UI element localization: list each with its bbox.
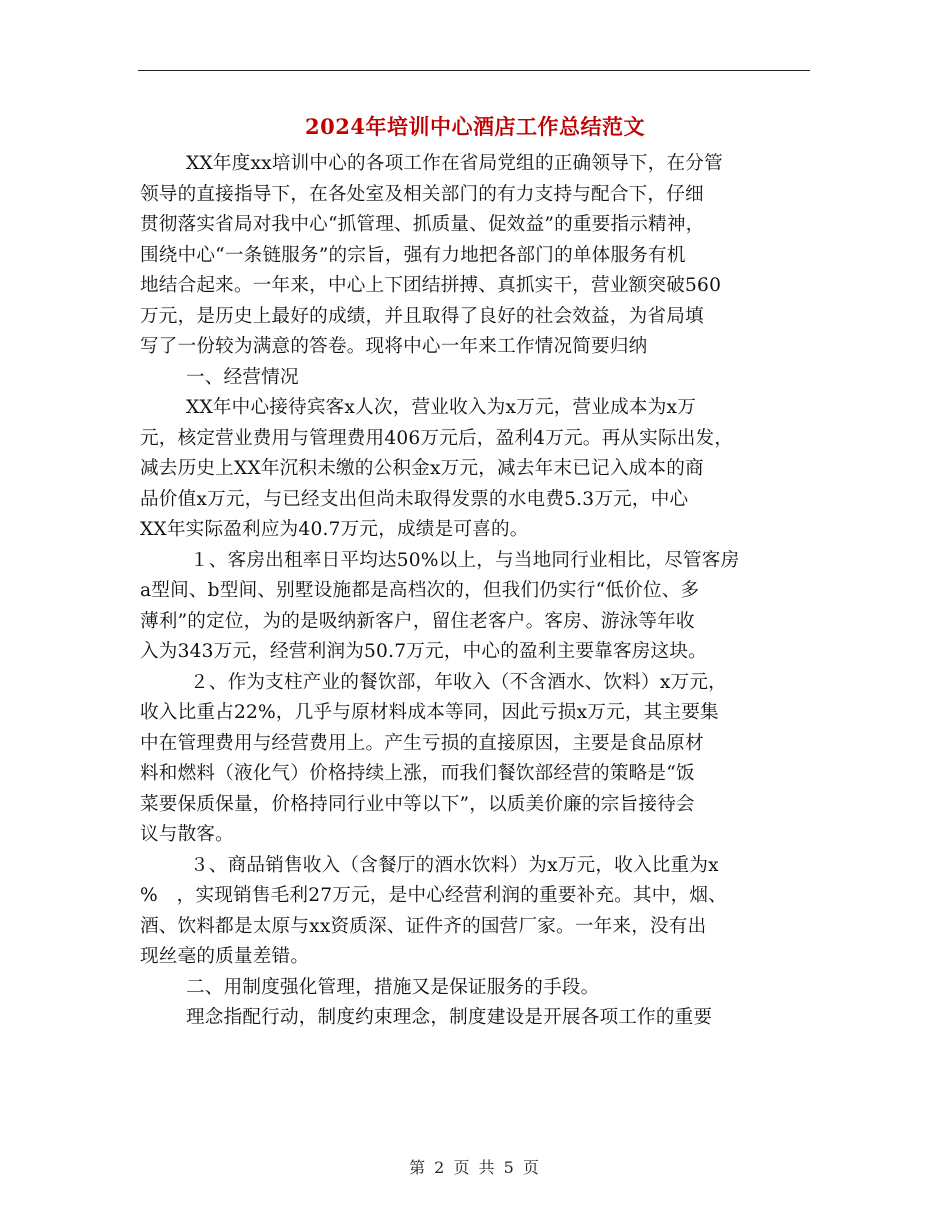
text-line: 薄利”的定位，为的是吸纳新客户，留住老客户。客房、游泳等年收 <box>140 610 695 632</box>
text-line: 理念指配行动，制度约束理念，制度建设是开展各项工作的重要 <box>186 1007 713 1028</box>
text-line: ３、商品销售收入（含餐厅的酒水饮料）为x万元，收入比重为x <box>190 854 719 876</box>
text-line: 围绕中心“一条链服务”的宗旨，强有力地把各部门的单体服务有机 <box>140 244 686 266</box>
text-line: 中在管理费用与经营费用上。产生亏损的直接原因，主要是食品原材 <box>140 732 704 754</box>
text-line: XX年实际盈利应为40.7万元，成绩是可喜的。 <box>140 519 529 540</box>
text-line: 元，核定营业费用与管理费用406万元后，盈利4万元。再从实际出发， <box>140 427 734 449</box>
text-line: % ，实现销售毛利27万元，是中心经营利润的重要补充。其中，烟、 <box>140 885 727 906</box>
text-line: 贯彻落实省局对我中心“抓管理、抓质量、促效益”的重要指示精神， <box>140 214 705 235</box>
document-title: 2024年培训中心酒店工作总结范文 <box>305 114 645 139</box>
text-line: 议与散客。 <box>140 824 234 845</box>
text-line: 品价值x万元，与已经支出但尚未取得发票的水电费5.3万元，中心 <box>140 488 689 510</box>
text-line: 料和燃料（液化气）价格持续上涨，而我们餐饮部经营的策略是“饭 <box>140 763 695 784</box>
text-line: 菜要保质保量，价格持同行业中等以下”，以质美价廉的宗旨接待会 <box>140 793 695 815</box>
text-line: １、客房出租率日平均达50%以上，与当地同行业相比，尽管客房 <box>190 549 740 571</box>
text-line: 万元，是历史上最好的成绩，并且取得了良好的社会效益，为省局填 <box>140 305 704 327</box>
page-footer: 第 2 页 共 5 页 <box>409 1158 541 1177</box>
text-line: 入为343万元，经营利润为50.7万元，中心的盈利主要靠客房这块。 <box>140 641 707 662</box>
text-line: 写了一份较为满意的答卷。现将中心一年来工作情况简要归纳 <box>140 336 648 357</box>
text-line: 酒、饮料都是太原与xx资质深、证件齐的国营厂家。一年来，没有出 <box>140 915 707 937</box>
text-line: 二、用制度强化管理，措施又是保证服务的手段。 <box>186 976 600 998</box>
text-line: 一、经营情况 <box>186 366 299 388</box>
text-line: XX年中心接待宾客x人次，营业收入为x万元，营业成本为x万 <box>186 397 696 418</box>
text-line: a型间、b型间、别墅设施都是高档次的，但我们仍实行“低价位、多 <box>140 580 700 601</box>
document-body <box>140 149 820 1034</box>
text-line: 减去历史上XX年沉积未缴的公积金x万元，减去年末已记入成本的商 <box>140 458 704 479</box>
text-line: 地结合起来。一年来，中心上下团结拼搏、真抓实干，营业额突破560 <box>140 275 722 296</box>
text-line: 收入比重占22%，几乎与原材料成本等同，因此亏损x万元，其主要集 <box>140 702 719 723</box>
text-line: 领导的直接指导下，在各处室及相关部门的有力支持与配合下，仔细 <box>140 183 704 205</box>
text-line: ２、作为支柱产业的餐饮部，年收入（不含酒水、饮料）x万元， <box>190 671 727 693</box>
text-line: 现丝毫的质量差错。 <box>140 946 310 967</box>
text-line: XX年度xx培训中心的各项工作在省局党组的正确领导下，在分管 <box>186 153 723 174</box>
header-rule <box>138 70 810 71</box>
